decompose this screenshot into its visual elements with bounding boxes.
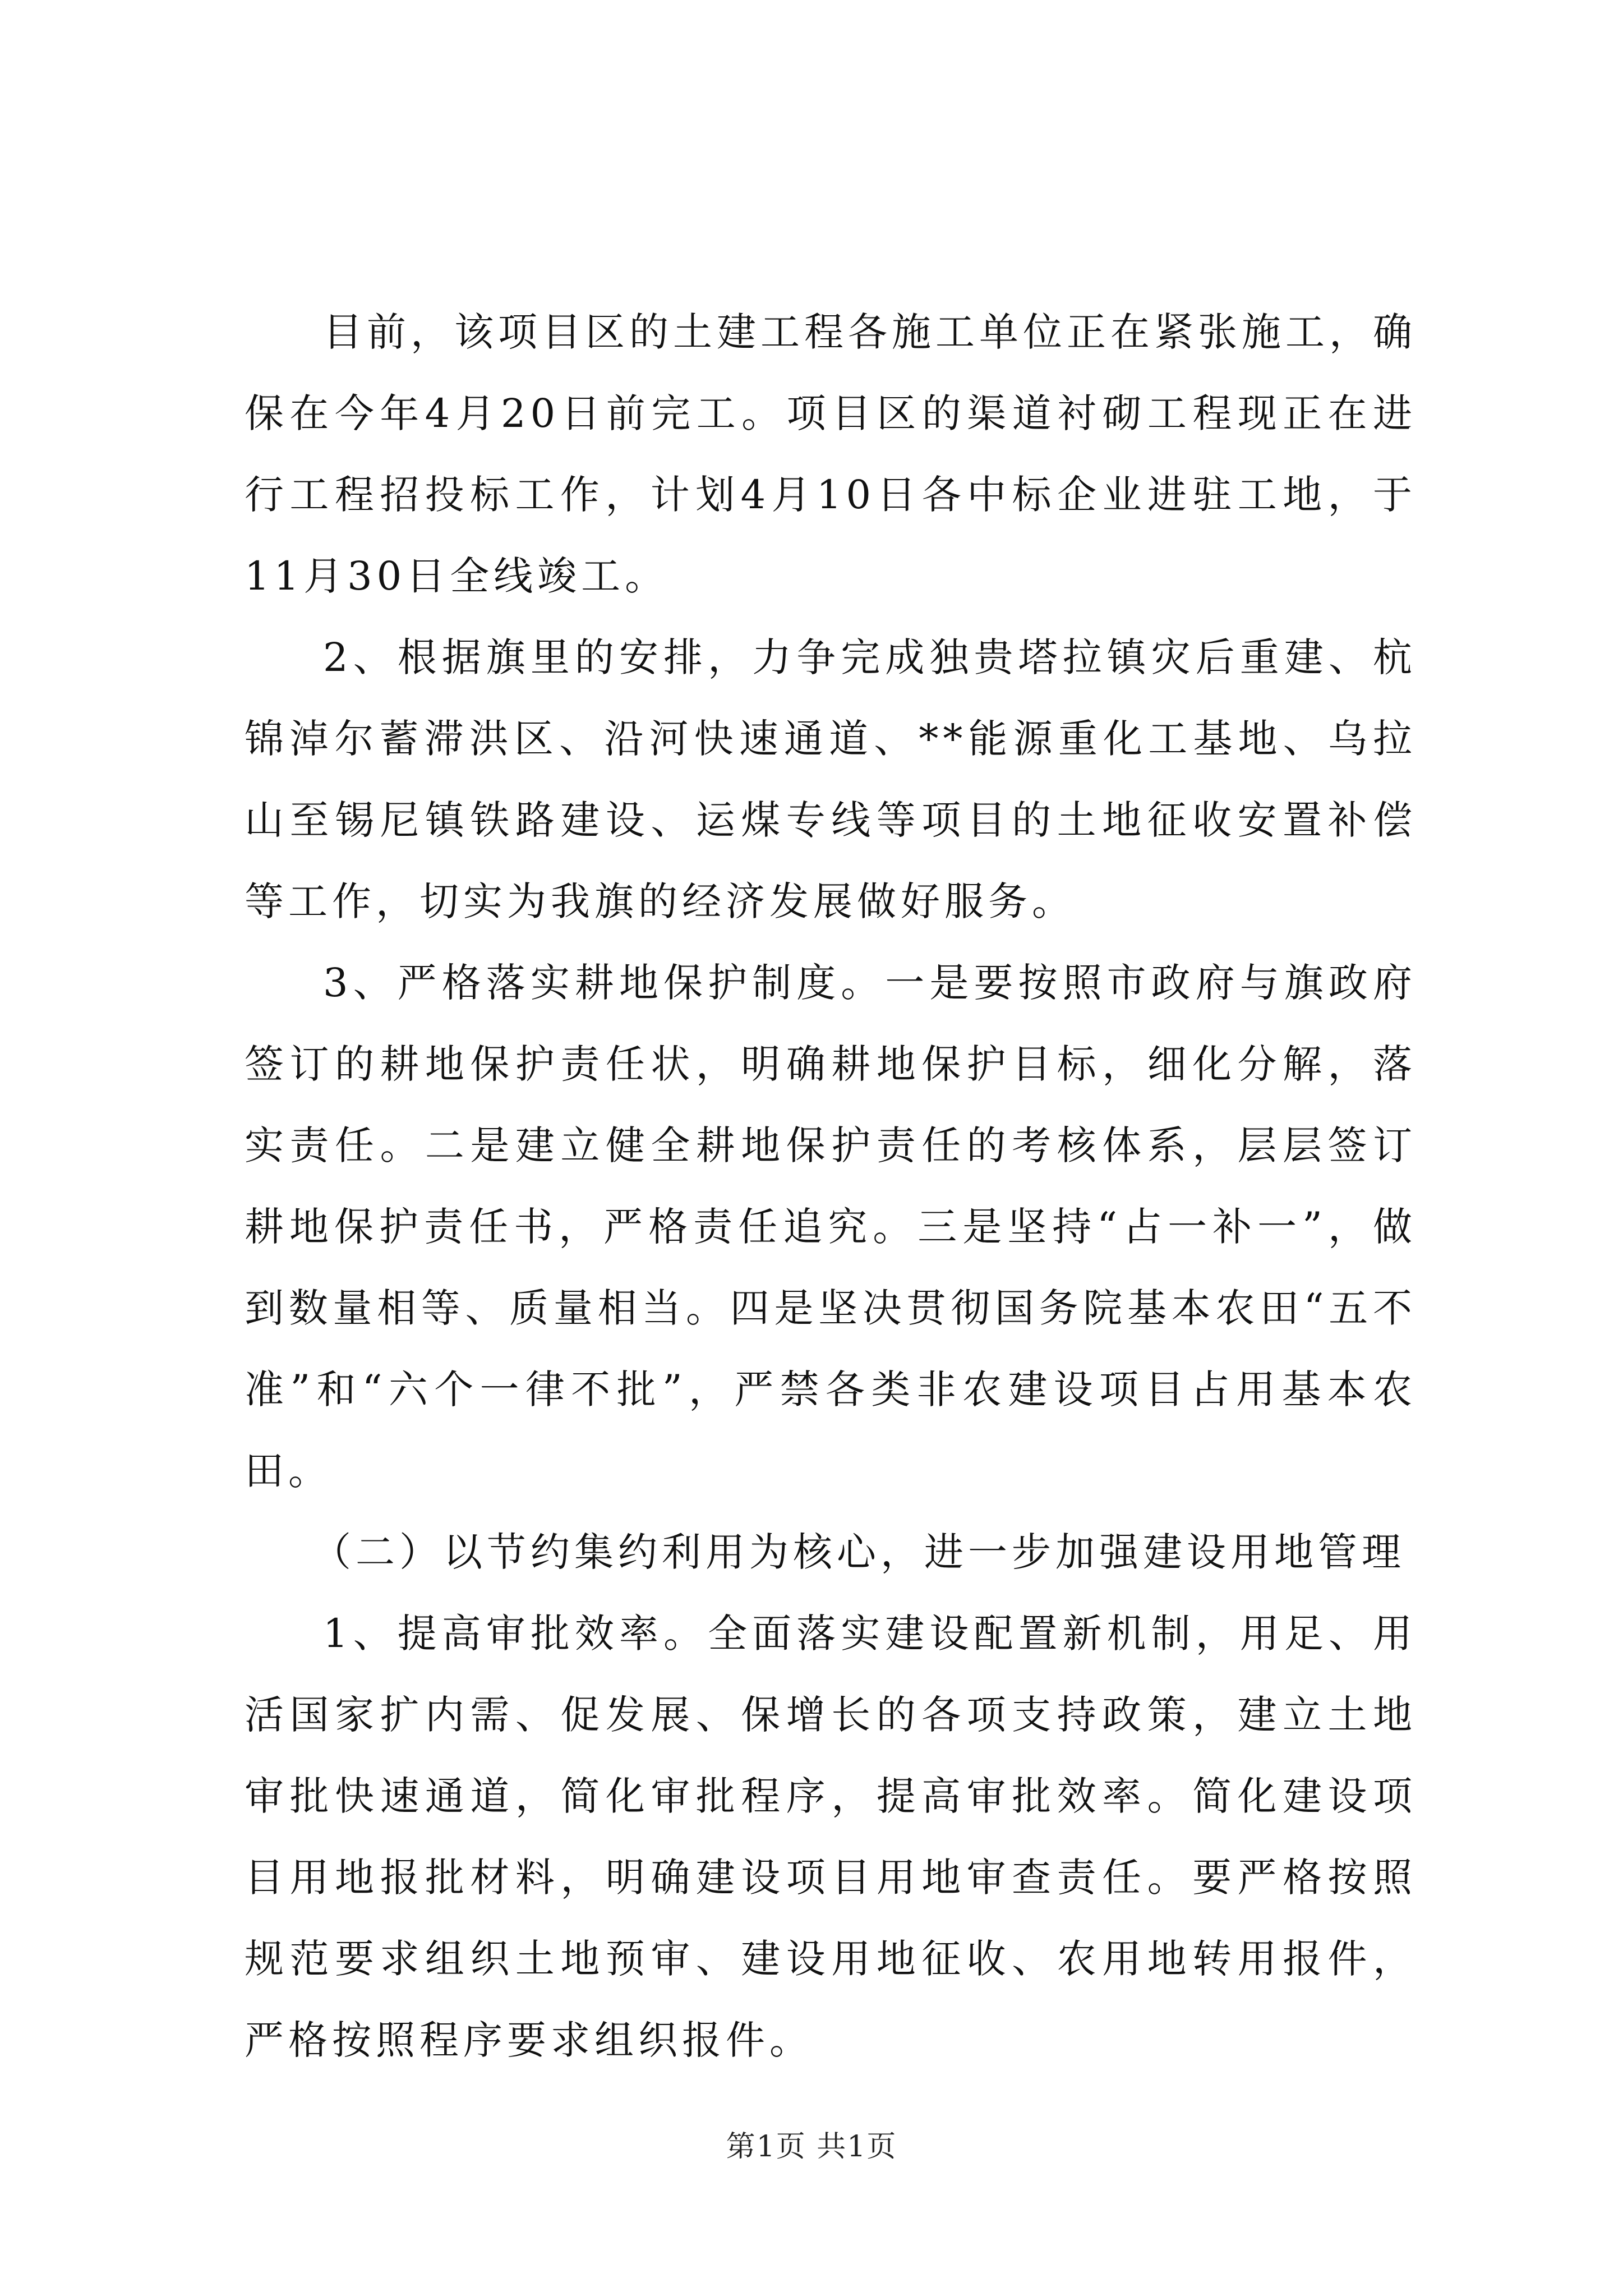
paragraph-project-progress: 目前，该项目区的土建工程各施工单位正在紧张施工，确保在今年4月20日前完工。项目区的渠道衬砌工程现正在进行工程招投标工作，计划4月10日各中标企业进驻工地，于11月30日全线竣工。 [245,309,1417,599]
paragraph-farmland-protection: 3、严格落实耕地保护制度。一是要按照市政府与旗政府签订的耕地保护责任状，明确耕地保护目标，细化分解，落实责任。二是建立健全耕地保护责任的考核体系，层层签订耕地保护责任书，严格责任追究。三是坚持“占一补一”，做到数量相等、质量相当。四是坚决贯彻国务院基本农田“五不准”和“六个一律不批”，严禁各类非农建设项目占用基本农田。 [245,960,1417,1494]
paragraph-land-acquisition: 2、根据旗里的安排，力争完成独贵塔拉镇灾后重建、杭锦淖尔蓄滞洪区、沿河快速通道、**能源重化工基地、乌拉山至锡尼镇铁路建设、运煤专线等项目的土地征收安置补偿等工作，切实为我旗的经济发展做好服务。 [245,634,1417,924]
document-body [245,292,1417,2081]
paragraph-approval-efficiency: 1、提高审批效率。全面落实建设配置新机制，用足、用活国家扩内需、促发展、保增长的各项支持政策，建立土地审批快速通道，简化审批程序，提高审批效率。简化建设项目用地报批材料，明确建设项目用地审查责任。要严格按照规范要求组织土地预审、建设用地征收、农用地转用报件，严格按照程序要求组织报件。 [245,1611,1417,2063]
page-footer: 第1页 共1页 [726,2130,897,2164]
section-heading: （二）以节约集约利用为核心，进一步加强建设用地管理 [312,1529,1405,1575]
